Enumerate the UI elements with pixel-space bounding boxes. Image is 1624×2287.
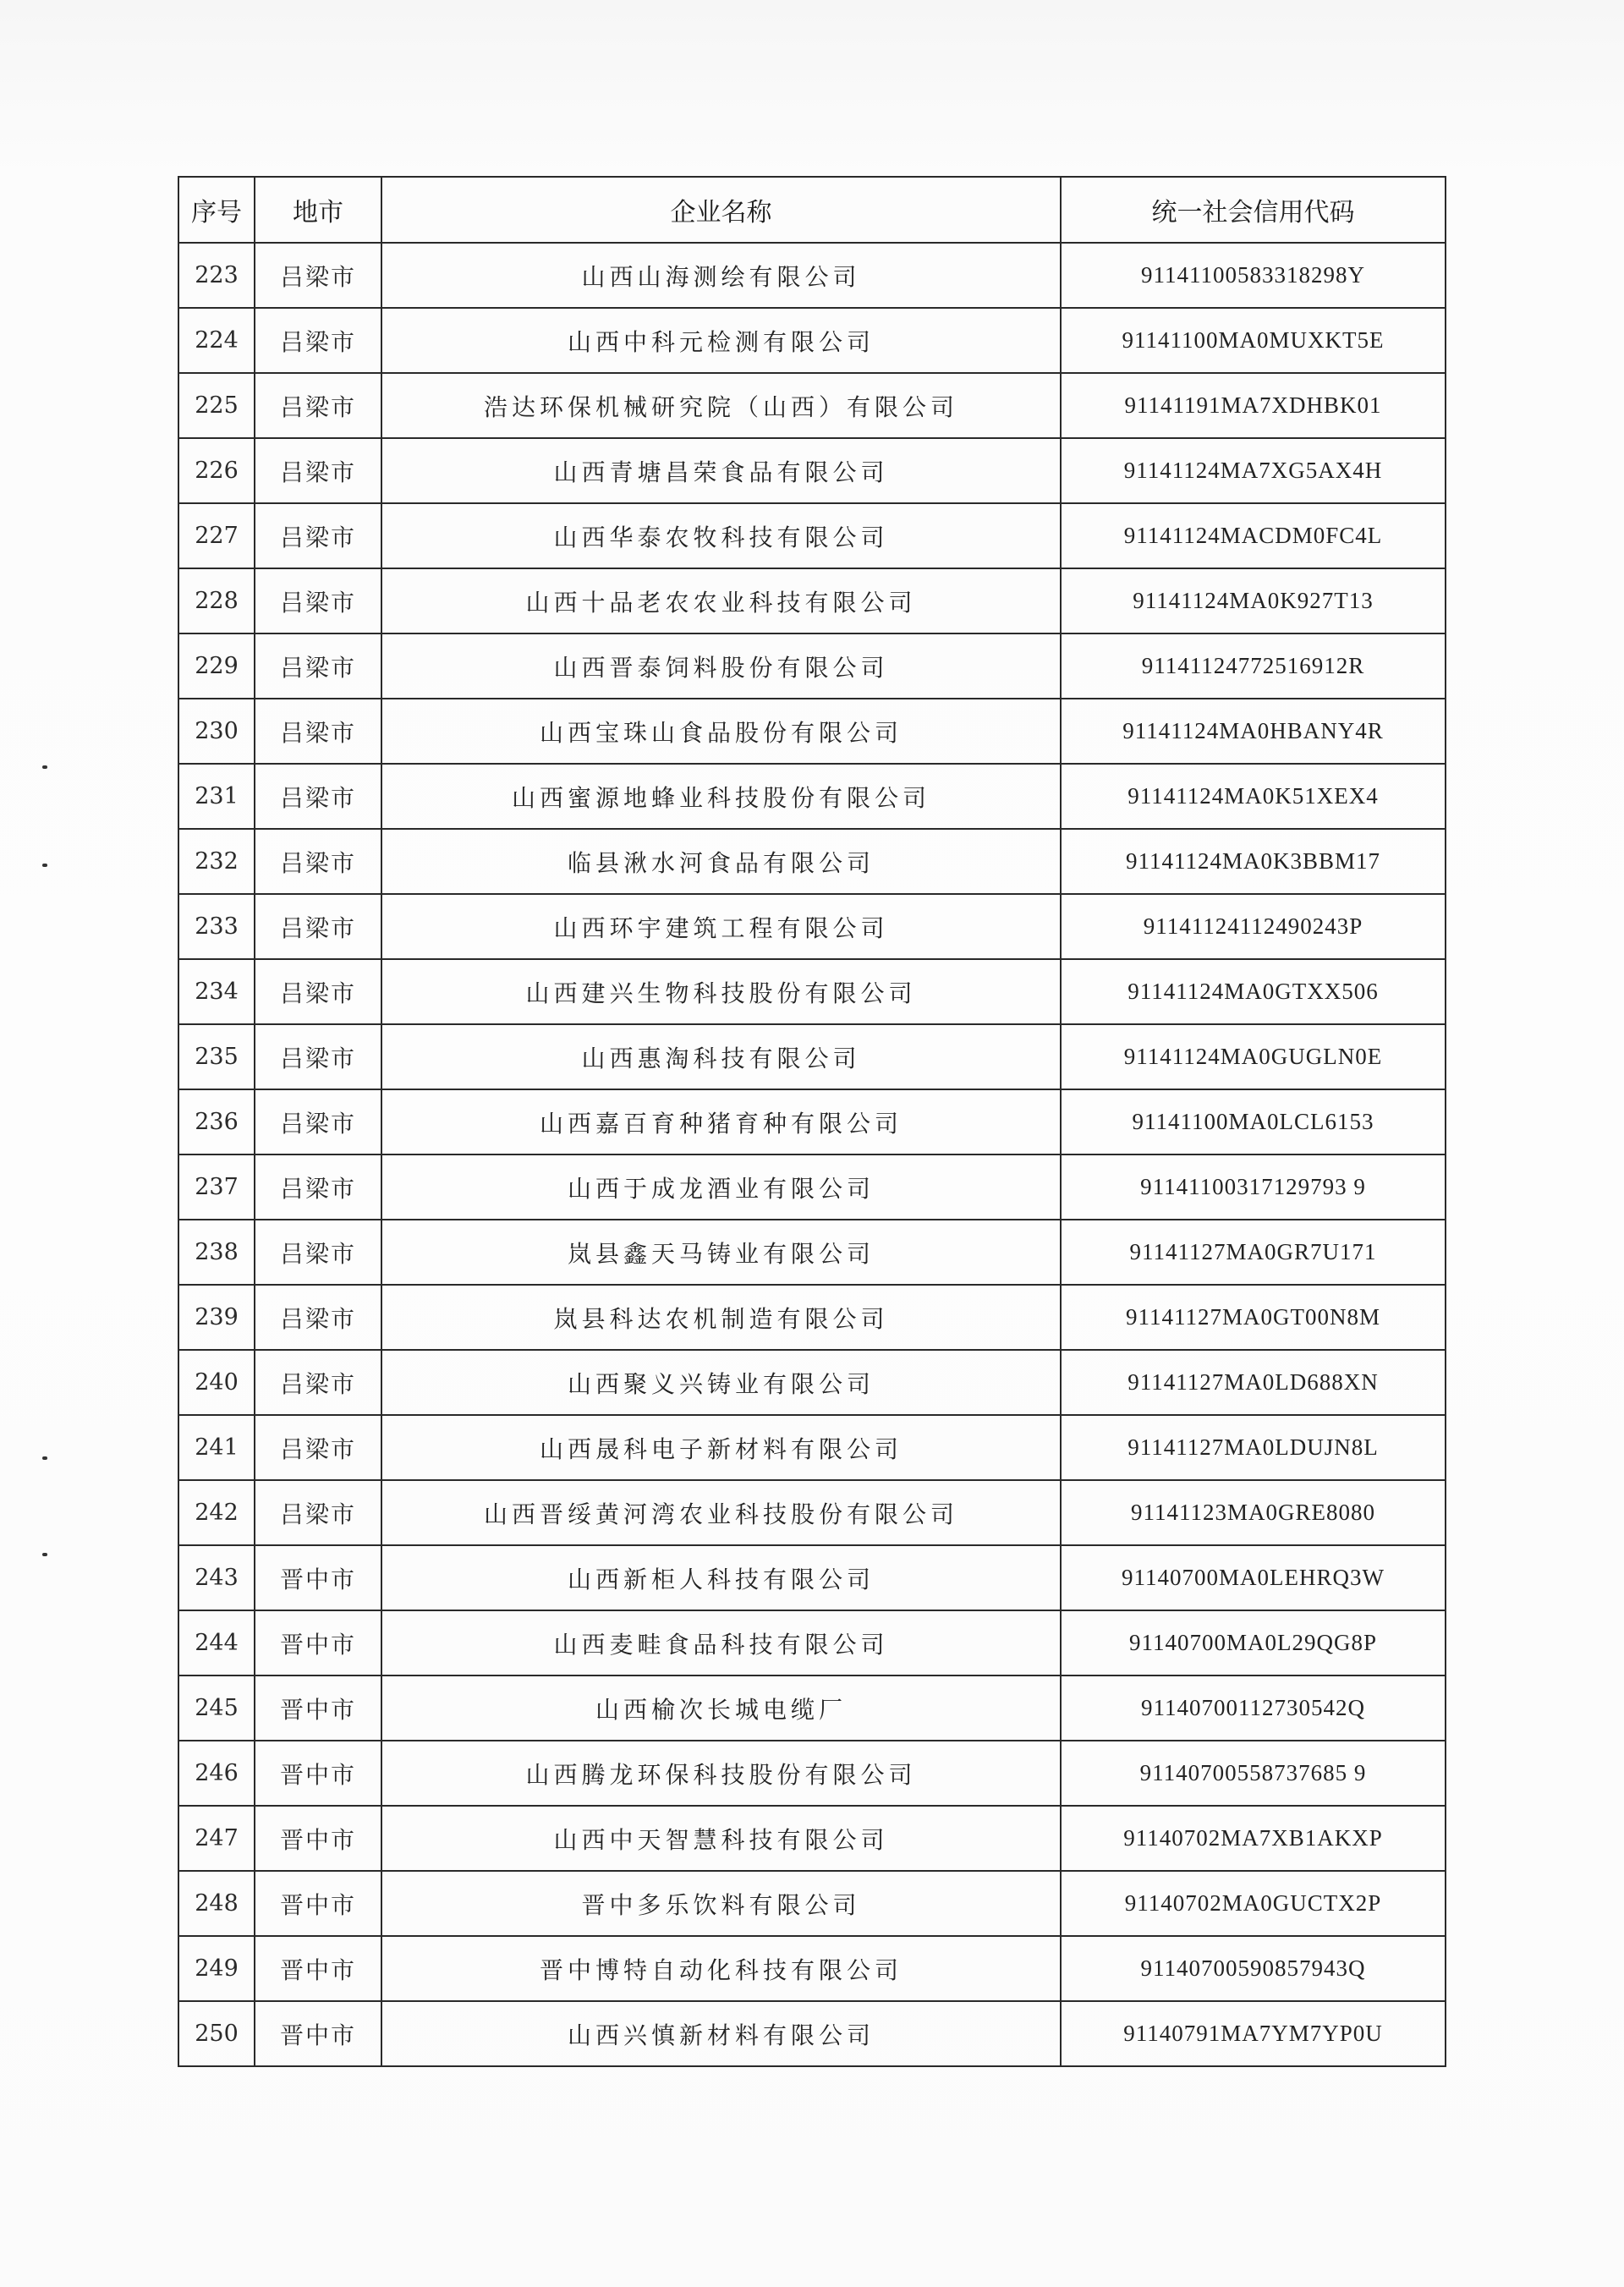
row-city: 吕梁市 (255, 373, 381, 438)
table-row (178, 894, 1446, 959)
row-city: 吕梁市 (255, 243, 381, 308)
row-credit-code: 91141124MA0GTXX506 (1061, 959, 1446, 1024)
table-row (178, 1936, 1446, 2001)
row-city: 吕梁市 (255, 568, 381, 633)
row-city: 晋中市 (255, 1741, 381, 1806)
row-seq: 233 (178, 894, 255, 959)
row-company-name: 山西蜜源地蜂业科技股份有限公司 (381, 764, 1061, 829)
row-seq: 242 (178, 1480, 255, 1545)
row-company-name: 山西麦畦食品科技有限公司 (381, 1610, 1061, 1675)
row-city: 吕梁市 (255, 1154, 381, 1220)
row-credit-code: 91140700MA0LEHRQ3W (1061, 1545, 1446, 1610)
row-credit-code: 91141100583318298Y (1061, 243, 1446, 308)
table-row (178, 568, 1446, 633)
table-row (178, 1220, 1446, 1285)
row-city: 吕梁市 (255, 1089, 381, 1154)
row-city: 吕梁市 (255, 959, 381, 1024)
row-city: 吕梁市 (255, 1285, 381, 1350)
row-company-name: 晋中多乐饮料有限公司 (381, 1871, 1061, 1936)
row-company-name: 山西青塘昌荣食品有限公司 (381, 438, 1061, 503)
margin-mark (42, 765, 47, 769)
row-company-name: 山西腾龙环保科技股份有限公司 (381, 1741, 1061, 1806)
row-city: 吕梁市 (255, 764, 381, 829)
row-seq: 235 (178, 1024, 255, 1089)
row-seq: 245 (178, 1675, 255, 1741)
table-row (178, 1545, 1446, 1610)
row-credit-code: 91141124772516912R (1061, 633, 1446, 699)
row-seq: 232 (178, 829, 255, 894)
row-credit-code: 91140791MA7YM7YP0U (1061, 2001, 1446, 2066)
table-row (178, 2001, 1446, 2066)
row-company-name: 山西环宇建筑工程有限公司 (381, 894, 1061, 959)
row-company-name: 岚县鑫天马铸业有限公司 (381, 1220, 1061, 1285)
row-credit-code: 91140702MA0GUCTX2P (1061, 1871, 1446, 1936)
row-credit-code: 91141124MA7XG5AX4H (1061, 438, 1446, 503)
row-credit-code: 91141127MA0GT00N8M (1061, 1285, 1446, 1350)
header-name: 企业名称 (381, 177, 1061, 243)
row-city: 吕梁市 (255, 829, 381, 894)
table-row (178, 1806, 1446, 1871)
row-company-name: 临县湫水河食品有限公司 (381, 829, 1061, 894)
table-row (178, 373, 1446, 438)
table-row (178, 1871, 1446, 1936)
row-company-name: 山西新柜人科技有限公司 (381, 1545, 1061, 1610)
table-row (178, 1415, 1446, 1480)
row-company-name: 山西嘉百育种猪育种有限公司 (381, 1089, 1061, 1154)
row-city: 晋中市 (255, 2001, 381, 2066)
header-code: 统一社会信用代码 (1061, 177, 1446, 243)
table-row (178, 438, 1446, 503)
header-seq: 序号 (178, 177, 255, 243)
row-city: 吕梁市 (255, 1220, 381, 1285)
table-row (178, 308, 1446, 373)
row-credit-code: 91141124MA0GUGLN0E (1061, 1024, 1446, 1089)
row-seq: 250 (178, 2001, 255, 2066)
row-credit-code: 91141127MA0LD688XN (1061, 1350, 1446, 1415)
row-company-name: 山西山海测绘有限公司 (381, 243, 1061, 308)
row-company-name: 山西晟科电子新材料有限公司 (381, 1415, 1061, 1480)
row-credit-code: 91141123MA0GRE8080 (1061, 1480, 1446, 1545)
row-credit-code: 91141191MA7XDHBK01 (1061, 373, 1446, 438)
margin-mark (42, 1553, 47, 1556)
row-city: 吕梁市 (255, 308, 381, 373)
row-seq: 240 (178, 1350, 255, 1415)
row-credit-code: 91141100MA0LCL6153 (1061, 1089, 1446, 1154)
row-company-name: 山西建兴生物科技股份有限公司 (381, 959, 1061, 1024)
row-company-name: 山西于成龙酒业有限公司 (381, 1154, 1061, 1220)
row-city: 晋中市 (255, 1936, 381, 2001)
row-credit-code: 91141124MACDM0FC4L (1061, 503, 1446, 568)
row-company-name: 山西中天智慧科技有限公司 (381, 1806, 1061, 1871)
enterprise-registry-table (178, 176, 1446, 2067)
row-credit-code: 91140700558737685 9 (1061, 1741, 1446, 1806)
row-company-name: 山西榆次长城电缆厂 (381, 1675, 1061, 1741)
table-row (178, 699, 1446, 764)
row-city: 晋中市 (255, 1675, 381, 1741)
row-seq: 246 (178, 1741, 255, 1806)
row-company-name: 岚县科达农机制造有限公司 (381, 1285, 1061, 1350)
table-row (178, 959, 1446, 1024)
row-company-name: 山西聚义兴铸业有限公司 (381, 1350, 1061, 1415)
row-credit-code: 91140702MA7XB1AKXP (1061, 1806, 1446, 1871)
row-credit-code: 91141124MA0K51XEX4 (1061, 764, 1446, 829)
row-city: 晋中市 (255, 1806, 381, 1871)
row-seq: 227 (178, 503, 255, 568)
row-company-name: 山西宝珠山食品股份有限公司 (381, 699, 1061, 764)
row-seq: 231 (178, 764, 255, 829)
margin-mark (42, 864, 47, 867)
row-credit-code: 91141127MA0LDUJN8L (1061, 1415, 1446, 1480)
table-row (178, 1089, 1446, 1154)
row-credit-code: 91141127MA0GR7U171 (1061, 1220, 1446, 1285)
row-city: 吕梁市 (255, 1480, 381, 1545)
table-row (178, 829, 1446, 894)
row-company-name: 山西华泰农牧科技有限公司 (381, 503, 1061, 568)
row-seq: 238 (178, 1220, 255, 1285)
row-credit-code: 91140700MA0L29QG8P (1061, 1610, 1446, 1675)
row-seq: 229 (178, 633, 255, 699)
row-city: 晋中市 (255, 1610, 381, 1675)
row-seq: 223 (178, 243, 255, 308)
margin-mark (42, 1456, 47, 1460)
row-city: 吕梁市 (255, 503, 381, 568)
row-seq: 248 (178, 1871, 255, 1936)
row-company-name: 浩达环保机械研究院（山西）有限公司 (381, 373, 1061, 438)
table-row (178, 1741, 1446, 1806)
row-credit-code: 91141100317129793 9 (1061, 1154, 1446, 1220)
row-seq: 249 (178, 1936, 255, 2001)
table-row (178, 1154, 1446, 1220)
row-credit-code: 91140700112730542Q (1061, 1675, 1446, 1741)
row-city: 吕梁市 (255, 699, 381, 764)
row-city: 晋中市 (255, 1871, 381, 1936)
row-city: 吕梁市 (255, 1024, 381, 1089)
row-credit-code: 91141124MA0K927T13 (1061, 568, 1446, 633)
row-credit-code: 91141124MA0K3BBM17 (1061, 829, 1446, 894)
row-seq: 228 (178, 568, 255, 633)
row-seq: 247 (178, 1806, 255, 1871)
table-row (178, 1675, 1446, 1741)
table-row (178, 1610, 1446, 1675)
row-seq: 226 (178, 438, 255, 503)
row-city: 晋中市 (255, 1545, 381, 1610)
header-row (178, 177, 1446, 243)
row-seq: 234 (178, 959, 255, 1024)
row-seq: 244 (178, 1610, 255, 1675)
row-company-name: 山西十品老农农业科技有限公司 (381, 568, 1061, 633)
table-row (178, 633, 1446, 699)
row-credit-code: 91141124112490243P (1061, 894, 1446, 959)
row-seq: 225 (178, 373, 255, 438)
row-city: 吕梁市 (255, 1350, 381, 1415)
row-credit-code: 91140700590857943Q (1061, 1936, 1446, 2001)
row-seq: 241 (178, 1415, 255, 1480)
row-city: 吕梁市 (255, 438, 381, 503)
row-company-name: 山西兴慎新材料有限公司 (381, 2001, 1061, 2066)
table-header (178, 177, 1446, 243)
row-seq: 237 (178, 1154, 255, 1220)
row-company-name: 山西晋泰饲料股份有限公司 (381, 633, 1061, 699)
row-seq: 224 (178, 308, 255, 373)
row-company-name: 晋中博特自动化科技有限公司 (381, 1936, 1061, 2001)
row-city: 吕梁市 (255, 894, 381, 959)
row-city: 吕梁市 (255, 633, 381, 699)
row-company-name: 山西晋绥黄河湾农业科技股份有限公司 (381, 1480, 1061, 1545)
table-row (178, 1024, 1446, 1089)
row-credit-code: 91141124MA0HBANY4R (1061, 699, 1446, 764)
row-seq: 243 (178, 1545, 255, 1610)
table-row (178, 1350, 1446, 1415)
header-city: 地市 (255, 177, 381, 243)
table-body (178, 243, 1446, 2066)
table-row (178, 503, 1446, 568)
table-row (178, 764, 1446, 829)
row-credit-code: 91141100MA0MUXKT5E (1061, 308, 1446, 373)
table-row (178, 243, 1446, 308)
table-row (178, 1285, 1446, 1350)
row-company-name: 山西中科元检测有限公司 (381, 308, 1061, 373)
row-seq: 236 (178, 1089, 255, 1154)
row-company-name: 山西惠淘科技有限公司 (381, 1024, 1061, 1089)
table-row (178, 1480, 1446, 1545)
row-seq: 230 (178, 699, 255, 764)
row-city: 吕梁市 (255, 1415, 381, 1480)
row-seq: 239 (178, 1285, 255, 1350)
